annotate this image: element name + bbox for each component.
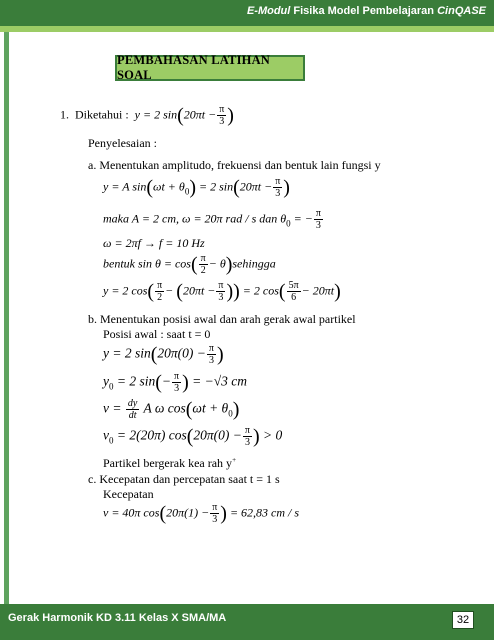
header-stripe [0, 26, 494, 32]
part-b-eq2: $y_0 = 2$ sin(− $\frac{\pi}{3}$ ) = −√3 cm [103, 371, 248, 394]
part-a-eq3: ω = 2πf → f = 10 Hz [103, 236, 205, 250]
solution-label: Penyelesaian : [88, 136, 157, 150]
part-a-eq4: bentuk sin θ = cos( $\frac{\pi}{2}$ − θ)sehingga [103, 253, 276, 276]
part-b-eq4: $v_0 = 2(20\pi) \cos(20\pi(0)$ − $\frac{\pi}{3}$ ) > 0 [103, 425, 283, 448]
section-title: PEMBAHASAN LATIHAN SOAL [115, 55, 305, 81]
problem-given: 1. Diketahui : y = 2 sin(20πt − $\frac{\pi}{3}$ ) [60, 104, 234, 127]
header-title: E-Modul Fisika Model Pembelajaran CinQASE [246, 5, 486, 17]
part-a-eq5: y = 2 cos( $\frac{\pi}{2}$ − (20πt − $\frac{\pi}{3}$ )) = 2 cos( $\frac{5\pi}{6}$ − 20πt) [103, 280, 341, 303]
part-c-eq1: v = 40π cos(20π(1) − $\frac{\pi}{3}$ ) = 62,83 cm / s [103, 502, 300, 525]
part-b-sub: Posisi awal : saat t = 0 [103, 327, 211, 341]
part-c-text: c. Kecepatan dan percepatan saat t = 1 s [88, 472, 280, 486]
part-a-text: a. Menentukan amplitudo, frekuensi dan bentuk lain fungsi y [88, 158, 381, 172]
footer-text: Gerak Harmonik KD 3.11 Kelas X SMA/MA [8, 612, 227, 624]
part-b-eq1: y = 2 sin(20π(0) − $\frac{\pi}{3}$ ) [103, 343, 224, 366]
part-a-eq1: y = A $\sin(\omega t + \theta_0) = 2$ sin(20πt − $\frac{\pi}{3}$ ) [103, 176, 290, 199]
left-border [4, 32, 9, 604]
part-a-eq2: maka A = 2 cm, ω = 20π rad / s dan $\theta_0$ = − $\frac{\pi}{3}$ [103, 208, 321, 231]
part-b-eq3: v = $\frac{dy}{dt}$ A ω $\cos(\omega t + \theta_0)$ [103, 398, 240, 421]
part-b-text: b. Menentukan posisi awal dan arah gerak awal partikel [88, 312, 356, 326]
part-b-conclusion: Partikel bergerak kea rah y+ [103, 456, 237, 470]
part-c-sub: Kecepatan [103, 487, 154, 501]
page-number: 32 [452, 611, 474, 629]
